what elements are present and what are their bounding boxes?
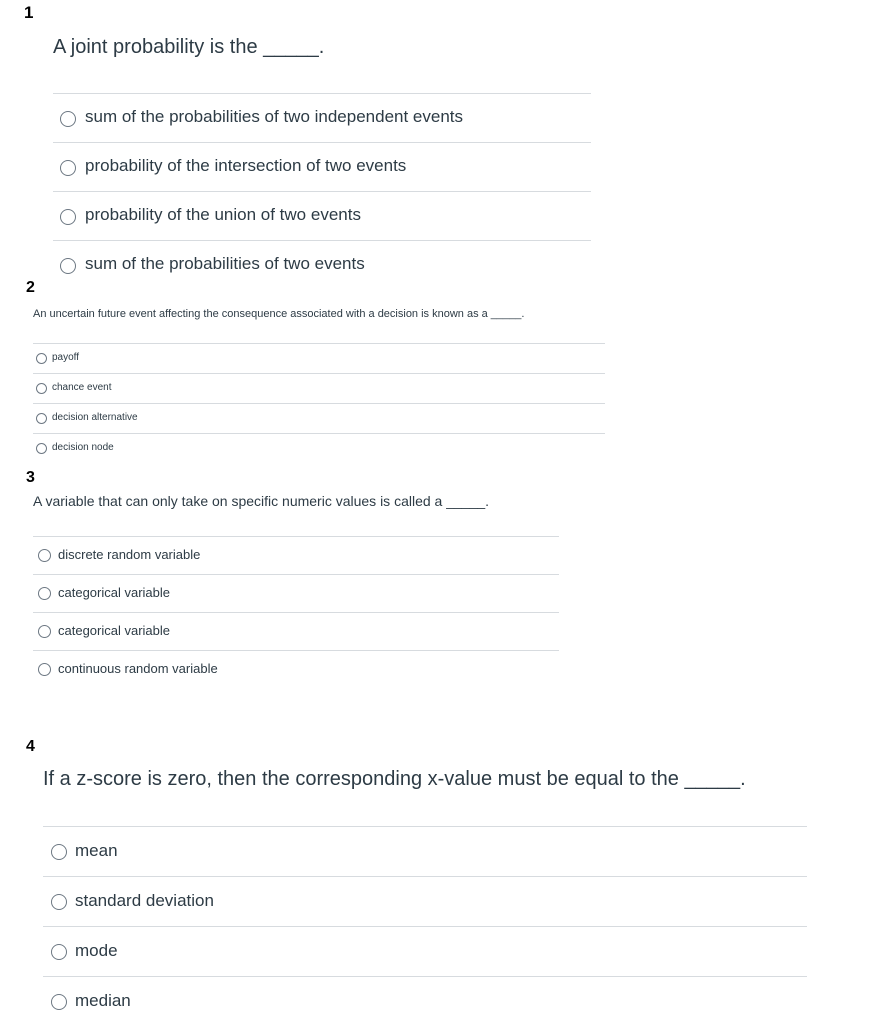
option-label[interactable]: chance event bbox=[52, 382, 112, 393]
radio-button[interactable] bbox=[38, 587, 51, 600]
question-prompt: If a z-score is zero, then the corresponding x-value must be equal to the _____. bbox=[43, 768, 746, 790]
answer-option[interactable] bbox=[33, 650, 559, 688]
answer-options bbox=[33, 343, 605, 463]
question-prompt: A variable that can only take on specific numeric values is called a _____. bbox=[33, 493, 490, 509]
answer-option[interactable] bbox=[33, 343, 605, 373]
answer-option[interactable] bbox=[33, 574, 559, 612]
radio-button[interactable] bbox=[60, 111, 76, 127]
option-label[interactable]: standard deviation bbox=[75, 891, 214, 910]
radio-button[interactable] bbox=[36, 383, 47, 394]
answer-option[interactable] bbox=[33, 403, 605, 433]
radio-button[interactable] bbox=[51, 994, 67, 1010]
option-label[interactable]: discrete random variable bbox=[58, 547, 201, 562]
radio-button[interactable] bbox=[51, 944, 67, 960]
answer-option[interactable] bbox=[33, 373, 605, 403]
option-label[interactable]: payoff bbox=[52, 352, 80, 363]
answer-options bbox=[53, 93, 591, 289]
option-label[interactable]: probability of the intersection of two events bbox=[85, 156, 407, 175]
answer-option[interactable] bbox=[53, 93, 591, 142]
answer-option[interactable] bbox=[43, 926, 807, 976]
answer-option[interactable] bbox=[33, 612, 559, 650]
answer-option[interactable] bbox=[43, 976, 807, 1026]
answer-option[interactable] bbox=[53, 142, 591, 191]
answer-options bbox=[43, 826, 807, 1026]
radio-button[interactable] bbox=[36, 443, 47, 454]
radio-button[interactable] bbox=[36, 413, 47, 424]
radio-button[interactable] bbox=[51, 894, 67, 910]
option-label[interactable]: mean bbox=[75, 841, 118, 860]
question-number: 1 bbox=[24, 3, 34, 22]
answer-option[interactable] bbox=[43, 826, 807, 876]
radio-button[interactable] bbox=[60, 160, 76, 176]
option-label[interactable]: continuous random variable bbox=[58, 661, 218, 676]
radio-button[interactable] bbox=[38, 549, 51, 562]
option-label[interactable]: median bbox=[75, 991, 131, 1010]
radio-button[interactable] bbox=[60, 209, 76, 225]
option-label[interactable]: decision alternative bbox=[52, 412, 138, 423]
radio-button[interactable] bbox=[51, 844, 67, 860]
option-label[interactable]: mode bbox=[75, 941, 118, 960]
radio-button[interactable] bbox=[36, 353, 47, 364]
option-label[interactable]: sum of the probabilities of two independent events bbox=[85, 107, 464, 126]
answer-option[interactable] bbox=[43, 876, 807, 926]
answer-option[interactable] bbox=[33, 536, 559, 574]
radio-button[interactable] bbox=[38, 625, 51, 638]
question-number: 4 bbox=[26, 738, 35, 755]
question-number: 3 bbox=[26, 469, 35, 486]
question-number: 2 bbox=[26, 279, 35, 296]
radio-button[interactable] bbox=[60, 258, 76, 274]
answer-option[interactable] bbox=[53, 191, 591, 240]
radio-button[interactable] bbox=[38, 663, 51, 676]
option-label[interactable]: probability of the union of two events bbox=[85, 205, 361, 224]
answer-option[interactable] bbox=[53, 240, 591, 289]
answer-options bbox=[33, 536, 559, 688]
option-label[interactable]: sum of the probabilities of two events bbox=[85, 254, 365, 273]
question-prompt: An uncertain future event affecting the consequence associated with a decision is known as a _____. bbox=[33, 308, 525, 320]
question-prompt: A joint probability is the _____. bbox=[53, 36, 325, 58]
answer-option[interactable] bbox=[33, 433, 605, 463]
option-label[interactable]: decision node bbox=[52, 442, 114, 453]
option-label[interactable]: categorical variable bbox=[58, 623, 171, 638]
option-label[interactable]: categorical variable bbox=[58, 585, 171, 600]
